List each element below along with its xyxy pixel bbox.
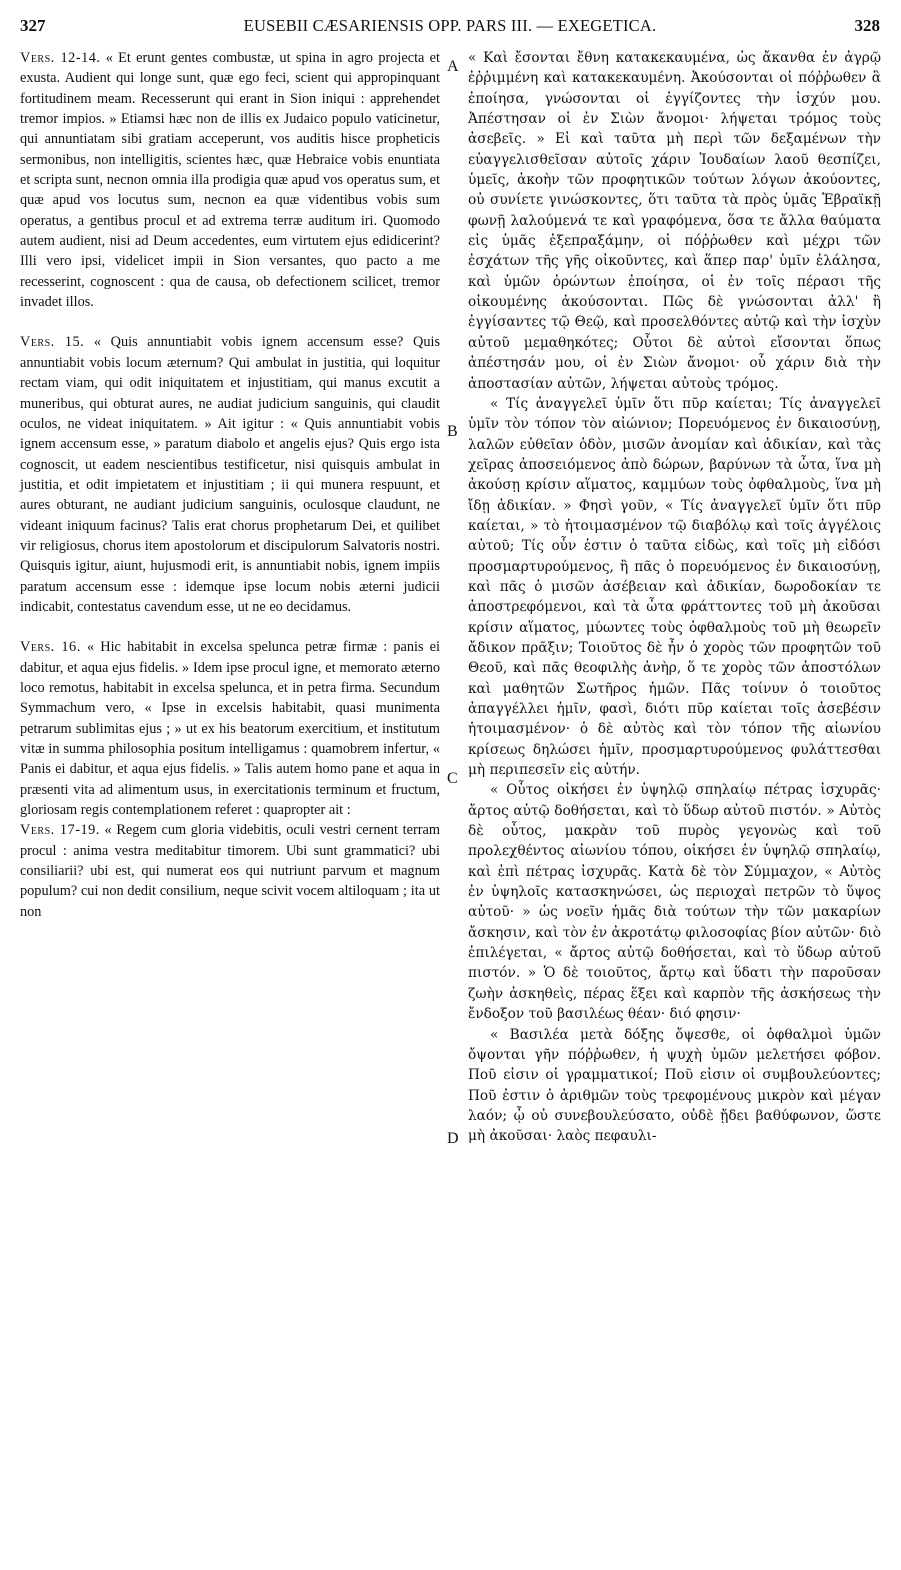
running-title: EUSEBII CÆSARIENSIS OPP. PARS III. — EXEGETICA. [243,16,657,35]
verse-label: Vers. 15. [20,334,85,351]
greek-paragraph: « Καὶ ἔσονται ἔθνη κατακεκαυμένα, ὡς ἄκανθα ἐν ἀγρῷ ἐῤῥιμμένη καὶ κατακεκαυμένη. Ἀκούσονται οἱ πόῤῥωθεν ἃ ἐποίησα, γνώσονται οἱ ἐγγίζοντες τὴν ἰσχύν μου. Ἀπέστησαν οἱ ἐν Σιὼν ἄνομοι· λήψεται τρόμος τοὺς ἀσεβεῖς. » Εἰ καὶ ταῦτα μὴ περὶ τῶν δεξαμένων τὴν εὐαγγελισθεῖσαν αὐτοῖς χάριν Ἰουδαίων λαοῦ θεσπίζει, ὑμεῖς, ἀκοὴν τῶν προφητικῶν τούτων λόγων ἀκούοντες, οὐ συνίετε γινώσκοντες, ὅτι ταῦτα τὰ πρὸς ὑμᾶς Ἑβραϊκῇ φωνῇ λαλούμενά τε καὶ γραφόμενα, ὅσα τε ἄλλα θαύματα εἰς ὑμᾶς ἐξεπραξάμην, οἱ πόῤῥωθεν καὶ μέχρι τῶν ἐσχάτων τῆς γῆς οἰκοῦντες, καὶ ἅπερ παρ' ὑμῖν ἐλάλησα, καὶ ὑμῶν ὁρώντων ἐποίησα, οἱ ἐν τοῖς πέρασι τῆς οἰκουμένης ἀκούσονται. Πῶς δὲ γνώσονται ἀλλ' ἢ ἐγγίσαντες τῷ Θεῷ, καὶ προσελθόντες αὐτῷ καὶ τὴν ἰσχὺν αὐτοῦ μεμαθηκότες; Οὗτοι δὲ αὐτοὶ εἴσονται ὅπως ἀπέστησάν μου, οἱ ἐν Σιὼν ἄνομοι· οὗ χάριν διὰ τὴν ἀποστασίαν αὐτῶν, λήψεται αὐτοὺς τρόμος. [468,50,881,392]
paragraph-text: « Et erunt gentes combustæ, ut spina in agro projecta et exusta. Audient qui longe sunt, quæ ego feci, scient qui appropinquant fortitudinem meam. Recesserunt qui erant in Sion iniqui : apprehendet tremor impios. » Etiamsi hæc non de illis ex Judaico populo vaticinetur, qui annuntiatam sibi gratiam acceperunt, vos auditis hisce propheticis sermonibus, non intelligitis, scientes hæc, quæ Hebraice vobis enuntiata et scripta sunt, necnon omnia illa prodigia quæ apud vos operatus sum, et quæ apud vos locutus sum, necnon ea quæ videntibus vobis sum operatus, a gentibus procul et ad extrema terræ auditum iri. Quomodo autem audient, nisi ad Deum accedentes, eum virtutem ejus edidicerint? Illi vero ipsi, videlicet impii in Sion versantes, quo pacto a me recesserint, cognoscent : qua de causa, ob defectionem scilicet, tremor invadet illos. [20,50,440,311]
latin-paragraph [20,820,440,922]
latin-paragraph [20,48,440,312]
margin-letter-d: D [447,1130,459,1147]
page-number-left: 327 [20,16,46,35]
margin-letter-c: C [447,770,458,787]
greek-paragraph: « Οὗτος οἰκήσει ἐν ὑψηλῷ σπηλαίῳ πέτρας ἰσχυρᾶς· ἄρτος αὐτῷ δοθήσεται, καὶ τὸ ὕδωρ αὐτοῦ πιστόν. » Αὐτὸς δὲ οὗτος, μακρὰν τοῦ πυρὸς γεγονὼς καὶ τοῦ προλεχθέντος αἰωνίου τόπου, οἰκήσει ἐν ὑψηλῷ σπηλαίῳ, καὶ ἐπὶ πέτρας ἰσχυρᾶς. Κατὰ δὲ τὸν Σύμμαχον, « Αὐτὸς ἐν ὑψηλοῖς κατασκηνώσει, ὡς περιοχαὶ πετρῶν τὸ ὕψος αὐτοῦ· » ὡς νοεῖν ἡμᾶς διὰ τούτων τὴν τῶν μακαρίων ἄσκησιν, καὶ τὸν ἐν ἀκροτάτῳ φιλοσοφίας βίον αὐτῶν· διὸ ἐπιλέγεται, « ἄρτος αὐτῷ δοθήσεται, καὶ τὸ ὕδωρ αὐτοῦ πιστόν. » Ὁ δὲ τοιοῦτος, ἄρτῳ καὶ ὕδατι τὴν παροῦσαν ζωὴν ἀσκηθεὶς, πέρας ἕξει καὶ καρπὸν τῆς ἀσκήσεως τὴν ἔνδοξον τοῦ βασιλέως θέαν· διό φησιν· [468,782,881,1023]
paragraph-text: « Regem cum gloria videbitis, oculi vestri cernent terram procul : anima vestra meditabitur timorem. Ubi sunt grammatici? ubi consiliarii? ubi est, qui numerat eos qui nutriunt parvum et magnum populum? cui non dedit consilium, neque scivit vocem altiloquam ; ita ut non [20,822,440,920]
margin-letter-b: B [447,423,458,440]
latin-column [20,48,440,922]
greek-paragraph: « Βασιλέα μετὰ δόξης ὄψεσθε, οἱ ὀφθαλμοὶ ὑμῶν ὄψονται γῆν πόῤῥωθεν, ἡ ψυχὴ ὑμῶν μελετήσει φόβον. Ποῦ εἰσιν οἱ γραμματικοί; Ποῦ εἰσιν οἱ συμβουλεύοντες; Ποῦ ἐστιν ὁ ἀριθμῶν τοὺς τρεφομένους μικρὸν καὶ μέγαν λαόν; ᾧ οὐ συνεβουλεύσατο, οὐδὲ ᾔδει βαθύφωνον, ὥστε μὴ ἀκοῦσαι· λαὸς πεφαυλι- [468,1026,881,1145]
verse-label: Vers. 17-19. [20,822,100,839]
latin-paragraph [20,637,440,820]
paragraph-text: « Quis annuntiabit vobis ignem accensum esse? Quis annuntiabit vobis locum æternum? Qui ambulat in justitia, qui loquitur rectam viam, qui odit iniquitatem et injustitiam, qui manus excutit a muneribus, qui obturat aures, ne audiat judicium sanguinis, qui claudit oculos, ne videat iniquitatem. » Ait igitur : « Quis annuntiabit vobis ignem accensum esse, » paratum diabolo et angelis ejus? Quis ergo ista cognoscit, ut eadem nescientibus testificetur, nisi quisquis ambulat in justitia, et odit impietatem et injustitiam ; ii qui munera respuunt, et aures obturant, ne audiant judicium sanguinis, oculosque claudunt, ne videant iniquum facinus? Talis erat chorus prophetarum Dei, et quilibet vir religiosus, chorus item apostolorum et discipulorum Salvatoris nostri. Quisquis igitur, aiunt, hujusmodi erit, is annuntiabit nobis, ignem impiis paratum accensum esse : idemque ipse locum nobis æterni judicii indicabit, contestatus cavendum esse, ut ne eo decidamus. [20,334,441,615]
verse-label: Vers. 16. [20,639,81,656]
verse-label: Vers. 12-14. [20,50,101,66]
margin-letter-a: A [447,58,459,75]
latin-paragraph [20,332,440,617]
paragraph-text: « Hic habitabit in excelsa spelunca petræ firmæ : panis ei dabitur, et aqua ejus fidelis. » Idem ipse procul igne, et memorato æterno loco remotus, habitabit in excelsa spelunca, et in petra firma. Secundum Symmachum vero, « Ipse in excelsis habitabit, quasi munimenta petrarum sublimitas ejus ; » ut ex his beatorum exercitium, et institutum vitæ in summa philosophia positum intelligamus : quamobrem infertur, « Panis ei dabitur, et aqua ejus fidelis. » Talis autem homo pane et aqua in præsenti vita ad alimentum usus, in exercitationis terminum et fructum, gloriosam regis contemplationem referet : quapropter ait : [20,639,440,819]
page-number-right: 328 [854,16,880,35]
greek-paragraph: « Τίς ἀναγγελεῖ ὑμῖν ὅτι πῦρ καίεται; Τίς ἀναγγελεῖ ὑμῖν τὸν τόπον τὸν αἰώνιον; Πορευόμενος ἐν δικαιοσύνῃ, λαλῶν εὐθεῖαν ὁδὸν, μισῶν ἀνομίαν καὶ ἀδικίαν, καὶ τὰς χεῖρας ἀποσειόμενος ἀπὸ δώρων, βαρύνων τὰ ὦτα, ἵνα μὴ ἀκούσῃ κρίσιν αἵματος, καμμύων τοὺς ὀφθαλμοὺς, ἵνα μὴ ἴδῃ ἀδικίαν. » Φησὶ γοῦν, « Τίς ἀναγγελεῖ ὑμῖν ὅτι πῦρ καίεται, » τὸ ἡτοιμασμένον τῷ διαβόλῳ καὶ τοῖς ἀγγέλοις αὐτοῦ; Τίς οὖν ἐστιν ὁ ταῦτα εἰδὼς, καὶ τοῖς μὴ εἰδόσι προσμαρτυρούμενος, ἢ πᾶς ὁ πορευόμενος ἐν δικαιοσύνῃ, καὶ πᾶς ὁ μισῶν ἀσέβειαν καὶ ἀδικίαν, δωροδοκίαν τε ἀποστρεφόμενοι, καὶ τὰ ὦτα φράττοντες τοῦ μὴ ἀκοῦσαι κρίσιν αἵματος, μύωντες τοὺς ὀφθαλμοὺς τοῦ μὴ θεωρεῖν ἄδικον πρᾶξιν; Τοιοῦτος δὲ ἦν ὁ χορὸς τῶν προφητῶν τοῦ Θεοῦ, καὶ πᾶς θεοφιλὴς ἀνὴρ, ὅ τε χορὸς τῶν ἀποστόλων καὶ μαθητῶν Σωτῆρος ἡμῶν. Πᾶς τοίνυν ὁ τοιοῦτος ἀπαγγέλλει ἡμῖν, φασὶ, διότι πῦρ καίεται τοῖς ἀσεβέσιν ἡτοιμασμένον· ὁ δὲ αὐτὸς καὶ τὸν τόπον τῆς αἰωνίου κρίσεως δηλώσει ἡμῖν, προσμαρτυρούμενος φυλάττεσθαι μὴ περιπεσεῖν εἰς αὐτήν. [468,395,881,779]
greek-column [468,48,881,1147]
page-header [20,10,880,40]
